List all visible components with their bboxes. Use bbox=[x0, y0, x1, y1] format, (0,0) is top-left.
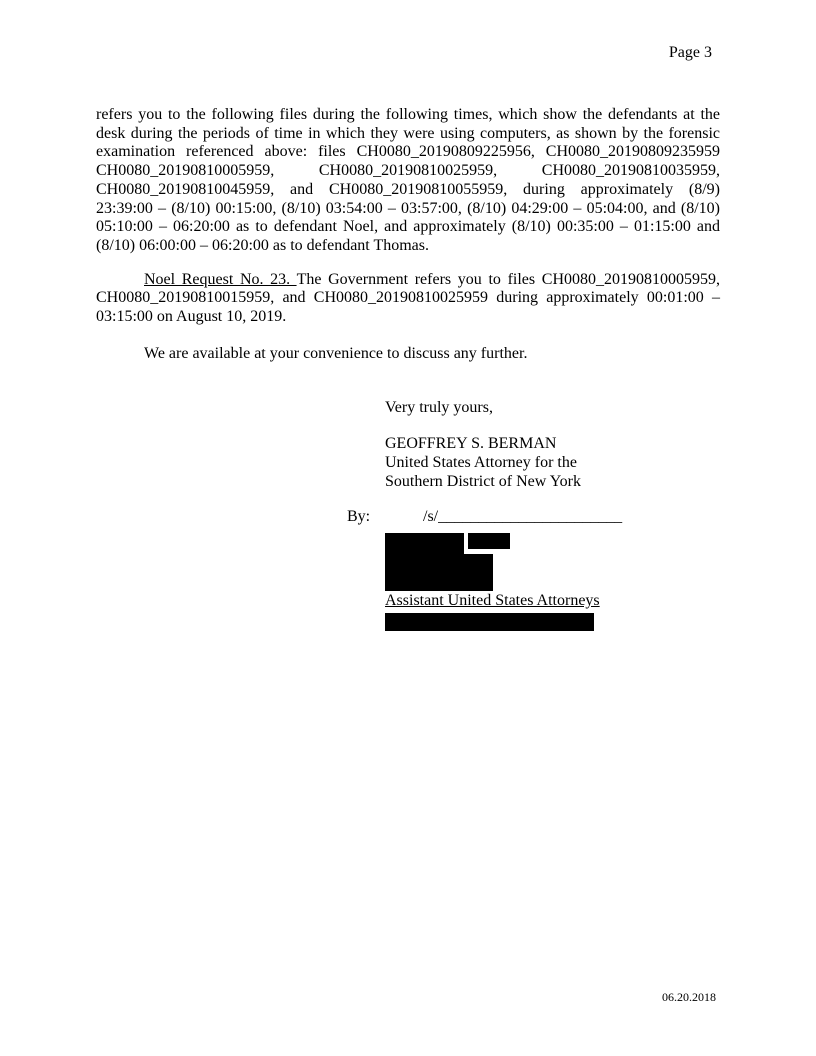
noel-request-body: The Government refers you to files CH0080_20190810005959, CH0080_20190810015959, and CH0080_20190810025959 during approximately 00:01:00 – 03:15:00 on August 10, 2019. bbox=[96, 270, 721, 326]
valediction: Very truly yours, bbox=[385, 399, 493, 417]
attorneys-label: Assistant United States Attorneys bbox=[385, 591, 600, 609]
signature-redaction-group bbox=[385, 533, 515, 591]
signature-line: _______________________ bbox=[438, 508, 623, 526]
noel-request-heading: Noel Request No. 23. bbox=[144, 270, 297, 288]
signature-s-mark: /s/ bbox=[423, 508, 439, 526]
by-label: By: bbox=[347, 508, 371, 526]
signatory-block bbox=[385, 435, 720, 491]
signature-by-line bbox=[347, 508, 720, 527]
redaction-block bbox=[468, 533, 510, 549]
signatory-title-line1: United States Attorney for the bbox=[385, 453, 577, 471]
page-number: Page 3 bbox=[668, 44, 712, 61]
redaction-block bbox=[385, 533, 464, 554]
paragraph-noel-request bbox=[96, 271, 720, 327]
redaction-block bbox=[385, 554, 493, 591]
redaction-block bbox=[385, 613, 594, 631]
paragraph-availability: We are available at your convenience to discuss any further. bbox=[144, 344, 528, 362]
paragraph-files-times: refers you to the following files during the following times, which show the defendants at the desk during the periods of time in which they were using computers, as shown by the forensic examination referenced above: files CH0080_20190809225956, CH0080_20190809235959 CH0080_20190810005959, CH0080_20190810025959, CH0080_20190810035959, CH0080_20190810045959, and CH0080_20190810055959, during approximately (8/9) 23:39:00 – (8/10) 00:15:00, (8/10) 03:54:00 – 03:57:00, (8/10) 04:29:00 – 05:04:00, and (8/10) 05:10:00 – 06:20:00 as to defendant Noel, and approximately (8/10) 00:35:00 – 01:15:00 and (8/10) 06:00:00 – 06:20:00 as to defendant Thomas. bbox=[96, 106, 720, 254]
signatory-title-line2: Southern District of New York bbox=[385, 472, 581, 490]
signatory-name: GEOFFREY S. BERMAN bbox=[385, 435, 557, 453]
footer-date: 06.20.2018 bbox=[662, 990, 716, 1004]
